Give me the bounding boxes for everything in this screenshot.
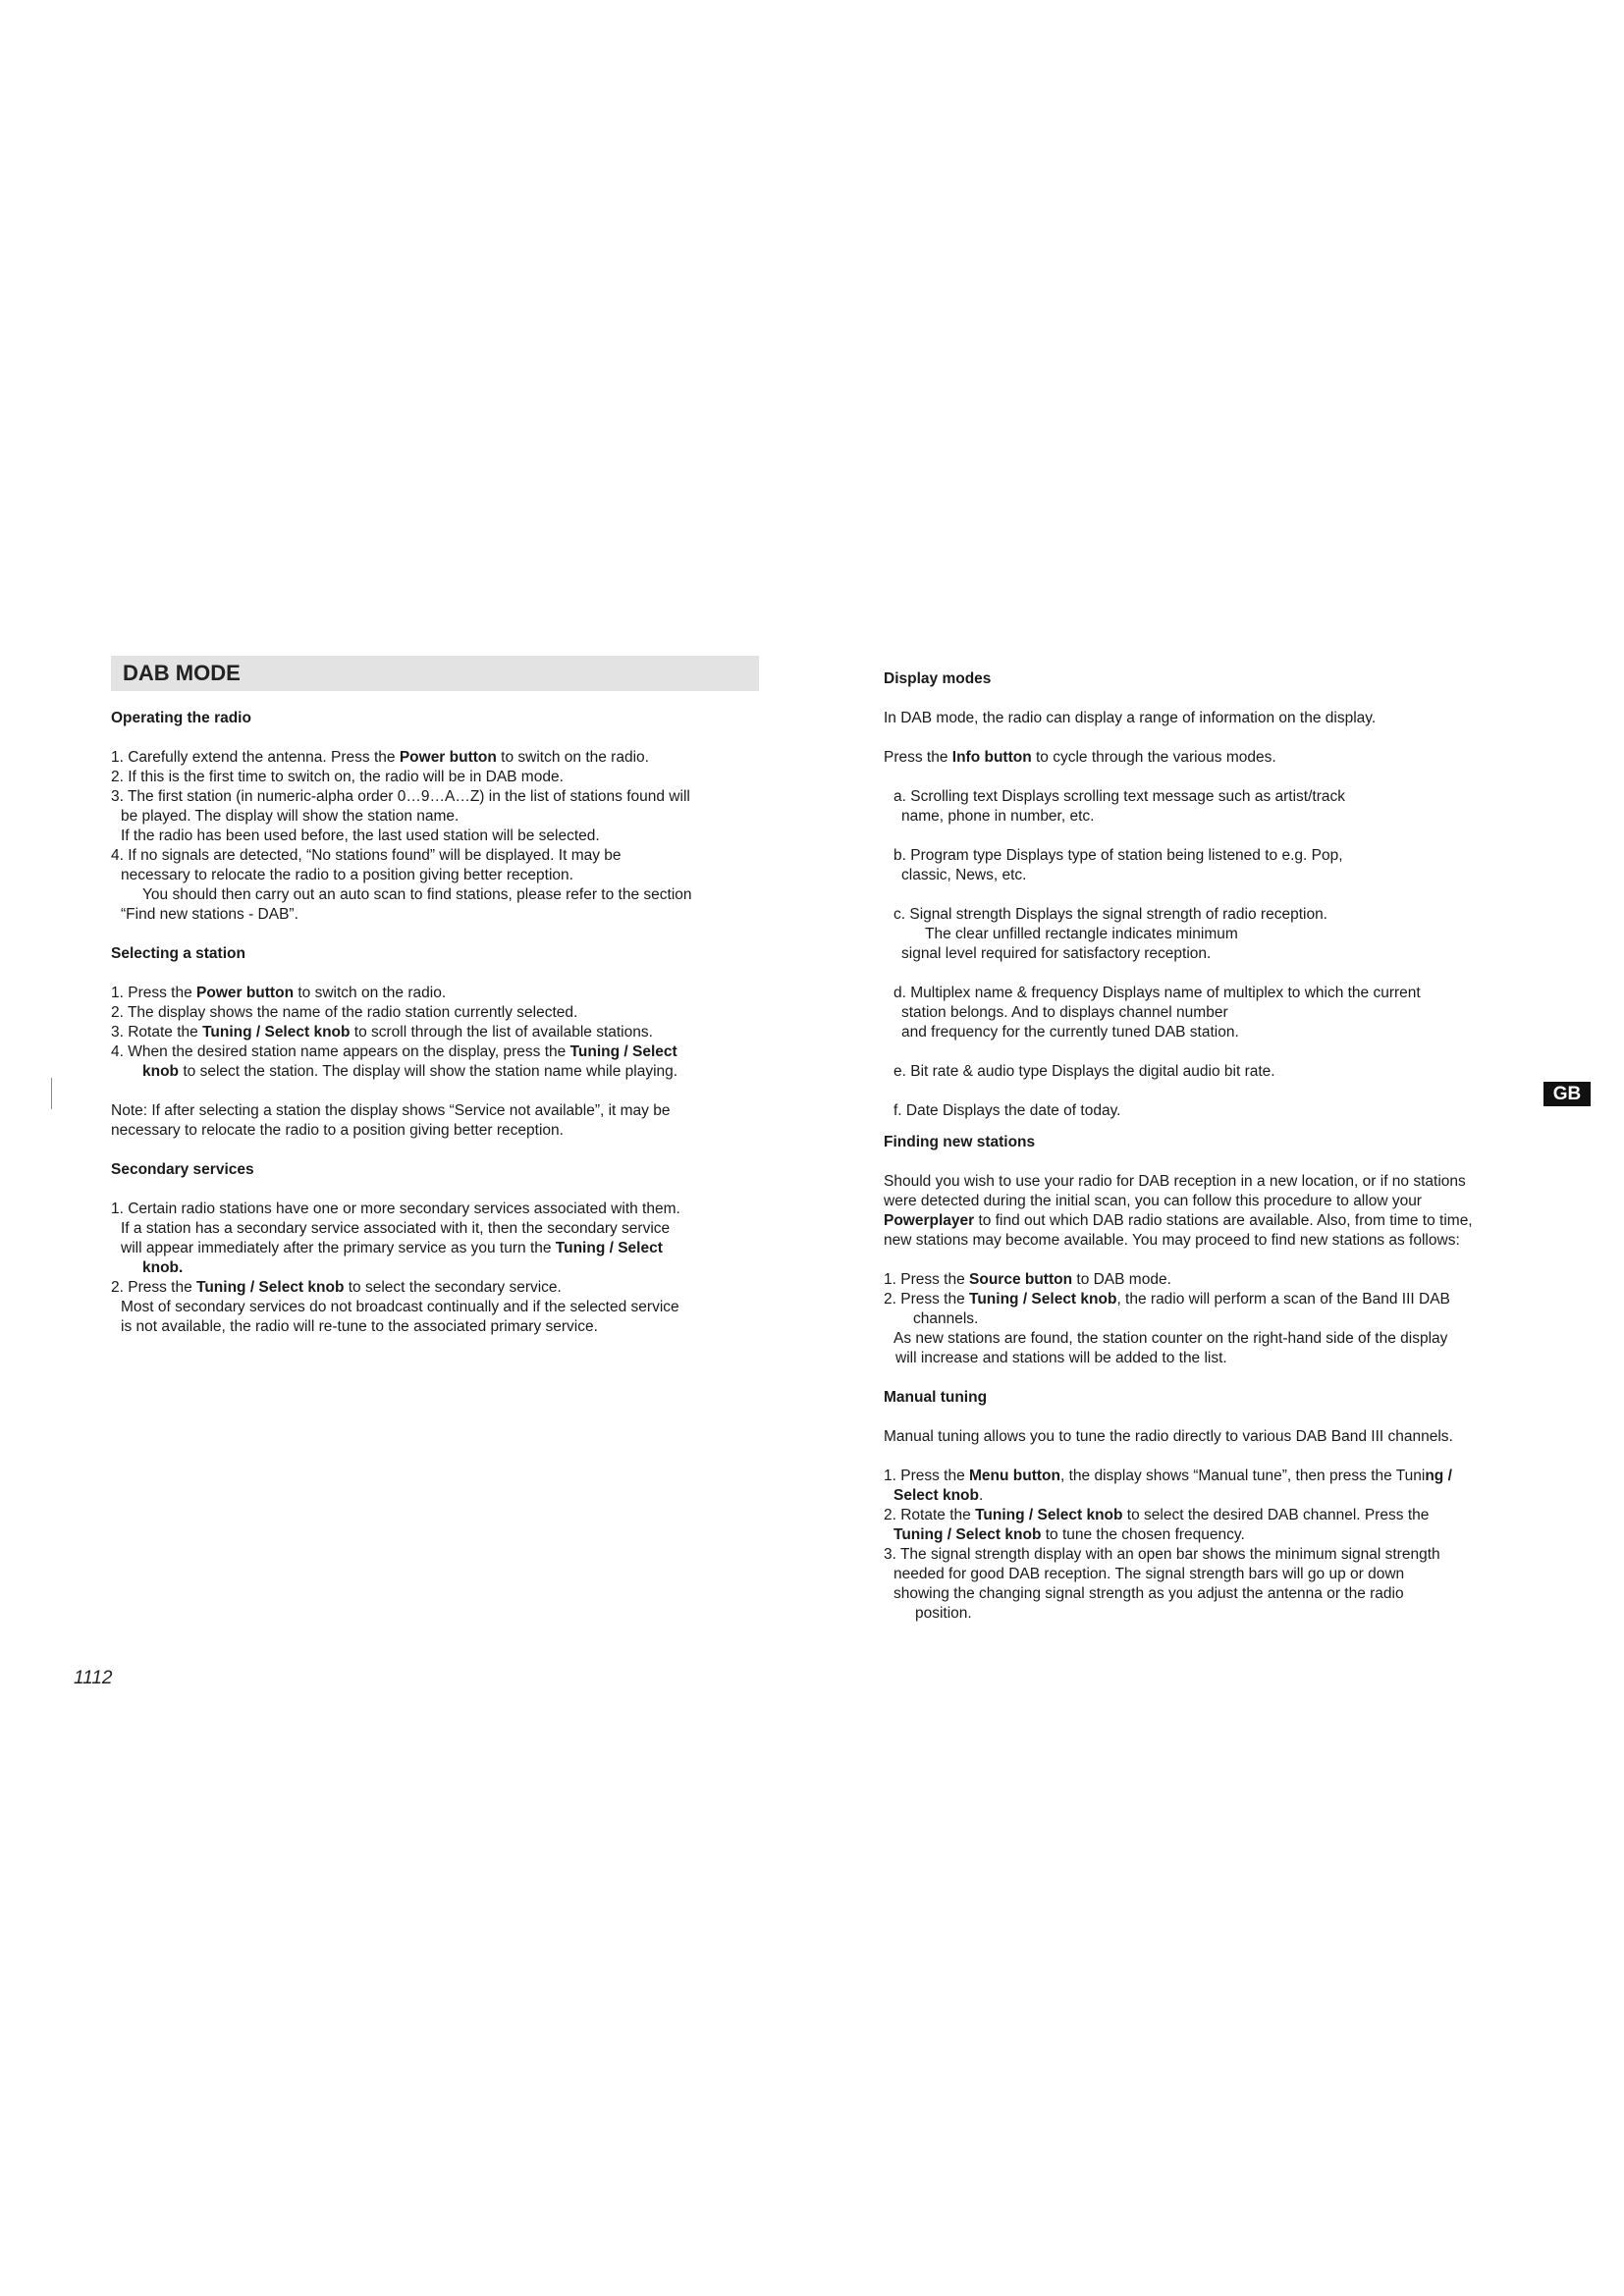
info-button-label: Info button <box>951 749 1032 766</box>
margin-mark <box>51 1078 52 1109</box>
list-item <box>884 1467 1532 1486</box>
tuning-knob-label: Tuning / Select knob <box>202 1024 351 1041</box>
list-item-cont <box>884 1486 1532 1506</box>
mode-item: b. Program type Displays type of station being listened to e.g. Pop, <box>893 847 1343 864</box>
text: , the radio will perform a scan of the Band III DAB <box>1116 1291 1450 1308</box>
list-item <box>111 984 759 1003</box>
list-item-cont: “Find new stations - DAB”. <box>121 906 298 923</box>
list-item-cont: needed for good DAB reception. The signal strength bars will go up or down <box>893 1566 1405 1582</box>
text: 1. Carefully extend the antenna. Press the <box>111 749 400 766</box>
selecting-heading: Selecting a station <box>111 945 245 962</box>
finding-heading: Finding new stations <box>884 1134 1036 1150</box>
list-item <box>111 748 759 768</box>
list-item-cont: If a station has a secondary service associated with it, then the secondary service <box>121 1220 671 1237</box>
page-title: DAB MODE <box>111 656 759 691</box>
list-item-cont: is not available, the radio will re-tune to the associated primary service. <box>121 1318 598 1335</box>
list-item <box>111 1042 759 1062</box>
text: 1. Press the <box>111 985 197 1001</box>
list-item-cont: channels. <box>913 1310 979 1327</box>
mode-item: a. Scrolling text Displays scrolling text message such as artist/track <box>893 788 1346 805</box>
power-button-label: Power button <box>196 985 295 1001</box>
text: ng / <box>1425 1468 1452 1484</box>
mode-item: c. Signal strength Displays the signal strength of radio reception. <box>893 906 1327 923</box>
list-item <box>111 1278 759 1298</box>
display-modes-press <box>884 748 1532 768</box>
finding-para: Should you wish to use your radio for DAB reception in a new location, or if no stations <box>884 1173 1466 1190</box>
note-cont: necessary to relocate the radio to a position giving better reception. <box>111 1122 564 1139</box>
list-item: 1. Certain radio stations have one or more secondary services associated with them. <box>111 1201 680 1217</box>
finding-para: were detected during the initial scan, you can follow this procedure to allow your <box>884 1193 1422 1209</box>
mode-item-cont: station belongs. And to displays channel number <box>901 1004 1228 1021</box>
mode-item-cont: signal level required for satisfactory reception. <box>901 945 1212 962</box>
text: to tune the chosen frequency. <box>1041 1526 1245 1543</box>
knob-label: knob <box>142 1063 180 1080</box>
list-item-cont: be played. The display will show the station name. <box>121 808 460 825</box>
list-item-cont: knob. <box>142 1259 184 1276</box>
list-item <box>884 1506 1532 1525</box>
mode-item: e. Bit rate & audio type Displays the digital audio bit rate. <box>893 1063 1275 1080</box>
list-item-cont: If the radio has been used before, the last used station will be selected. <box>121 828 600 844</box>
list-item <box>111 1023 759 1042</box>
text: to scroll through the list of available stations. <box>350 1024 653 1041</box>
text: 3. Rotate the <box>111 1024 203 1041</box>
list-item-cont: As new stations are found, the station counter on the right-hand side of the display <box>893 1330 1448 1347</box>
list-item <box>884 1270 1532 1290</box>
text: to DAB mode. <box>1072 1271 1171 1288</box>
list-item: 3. The first station (in numeric-alpha order 0…9…A…Z) in the list of stations found will <box>111 788 690 805</box>
menu-button-label: Menu button <box>969 1468 1060 1484</box>
tuning-knob-label: Tuning / Select knob <box>975 1507 1123 1523</box>
list-item: 2. If this is the first time to switch on, the radio will be in DAB mode. <box>111 769 564 785</box>
text: will appear immediately after the primary service as you turn the <box>121 1240 556 1256</box>
display-modes-heading: Display modes <box>884 670 992 687</box>
text: 1. Press the <box>884 1468 970 1484</box>
display-modes-intro: In DAB mode, the radio can display a range of information on the display. <box>884 710 1377 726</box>
mode-item-cont: name, phone in number, etc. <box>901 808 1095 825</box>
tuning-knob-label: Tuning / Select knob <box>893 1526 1042 1543</box>
text: to switch on the radio. <box>496 749 649 766</box>
tuning-knob-label: Tuning / Select knob <box>196 1279 345 1296</box>
list-item <box>884 1290 1532 1309</box>
tuning-knob-label: Tuning / Select <box>555 1240 663 1256</box>
mode-item: d. Multiplex name & frequency Displays name of multiplex to which the current <box>893 985 1421 1001</box>
tuning-knob-label: Tuning / Select knob <box>969 1291 1117 1308</box>
list-item-cont: showing the changing signal strength as you adjust the antenna or the radio <box>893 1585 1404 1602</box>
mode-item-cont: and frequency for the currently tuned DAB station. <box>901 1024 1239 1041</box>
list-item-cont: will increase and stations will be added to the list. <box>895 1350 1227 1366</box>
list-item-cont <box>884 1525 1532 1545</box>
source-button-label: Source button <box>969 1271 1073 1288</box>
list-item: 2. The display shows the name of the radio station currently selected. <box>111 1004 578 1021</box>
manual-heading: Manual tuning <box>884 1389 988 1406</box>
select-knob-label: Select knob <box>893 1487 979 1504</box>
left-column <box>111 656 759 1337</box>
list-item-cont: Most of secondary services do not broadcast continually and if the selected service <box>121 1299 679 1315</box>
secondary-list <box>111 1200 759 1337</box>
text: to select the desired DAB channel. Press the <box>1122 1507 1430 1523</box>
text: to cycle through the various modes. <box>1031 749 1276 766</box>
right-column <box>884 669 1532 1624</box>
operating-heading: Operating the radio <box>111 710 251 726</box>
language-tab: GB <box>1543 1082 1591 1106</box>
finding-para: new stations may become available. You may proceed to find new stations as follows: <box>884 1232 1460 1249</box>
power-button-label: Power button <box>399 749 497 766</box>
mode-item: f. Date Displays the date of today. <box>893 1102 1121 1119</box>
mode-item-cont: classic, News, etc. <box>901 867 1027 883</box>
text: 1. Press the <box>884 1271 970 1288</box>
list-item: 3. The signal strength display with an open bar shows the minimum signal strength <box>884 1546 1440 1563</box>
list-item-cont <box>111 1239 759 1258</box>
list-item: 4. If no signals are detected, “No stations found” will be displayed. It may be <box>111 847 622 864</box>
operating-list <box>111 748 759 925</box>
page-number: 1112 <box>74 1668 113 1688</box>
text: 2. Press the <box>111 1279 197 1296</box>
text: to switch on the radio. <box>294 985 447 1001</box>
list-item-cont <box>111 1062 759 1082</box>
text: to find out which DAB radio stations are available. Also, from time to time, <box>974 1212 1473 1229</box>
text: 4. When the desired station name appears on the display, press the <box>111 1043 570 1060</box>
text: . <box>979 1487 984 1504</box>
selecting-list <box>111 984 759 1082</box>
finding-para <box>884 1211 1532 1231</box>
text: Press the <box>884 749 952 766</box>
tuning-knob-label: Tuning / Select <box>569 1043 677 1060</box>
text: to select the secondary service. <box>344 1279 562 1296</box>
list-item-cont: You should then carry out an auto scan to find stations, please refer to the section <box>142 886 692 903</box>
text: 2. Rotate the <box>884 1507 976 1523</box>
product-name: Powerplayer <box>884 1212 975 1229</box>
text: to select the station. The display will show the station name while playing. <box>179 1063 678 1080</box>
note: Note: If after selecting a station the display shows “Service not available”, it may be <box>111 1102 671 1119</box>
list-item-cont: necessary to relocate the radio to a position giving better reception. <box>121 867 573 883</box>
list-item-cont: position. <box>915 1605 972 1622</box>
text: 2. Press the <box>884 1291 970 1308</box>
text: , the display shows “Manual tune”, then press the Tuni <box>1060 1468 1426 1484</box>
manual-intro: Manual tuning allows you to tune the radio directly to various DAB Band III channels. <box>884 1428 1453 1445</box>
mode-item-cont: The clear unfilled rectangle indicates minimum <box>925 926 1238 942</box>
secondary-heading: Secondary services <box>111 1161 254 1178</box>
